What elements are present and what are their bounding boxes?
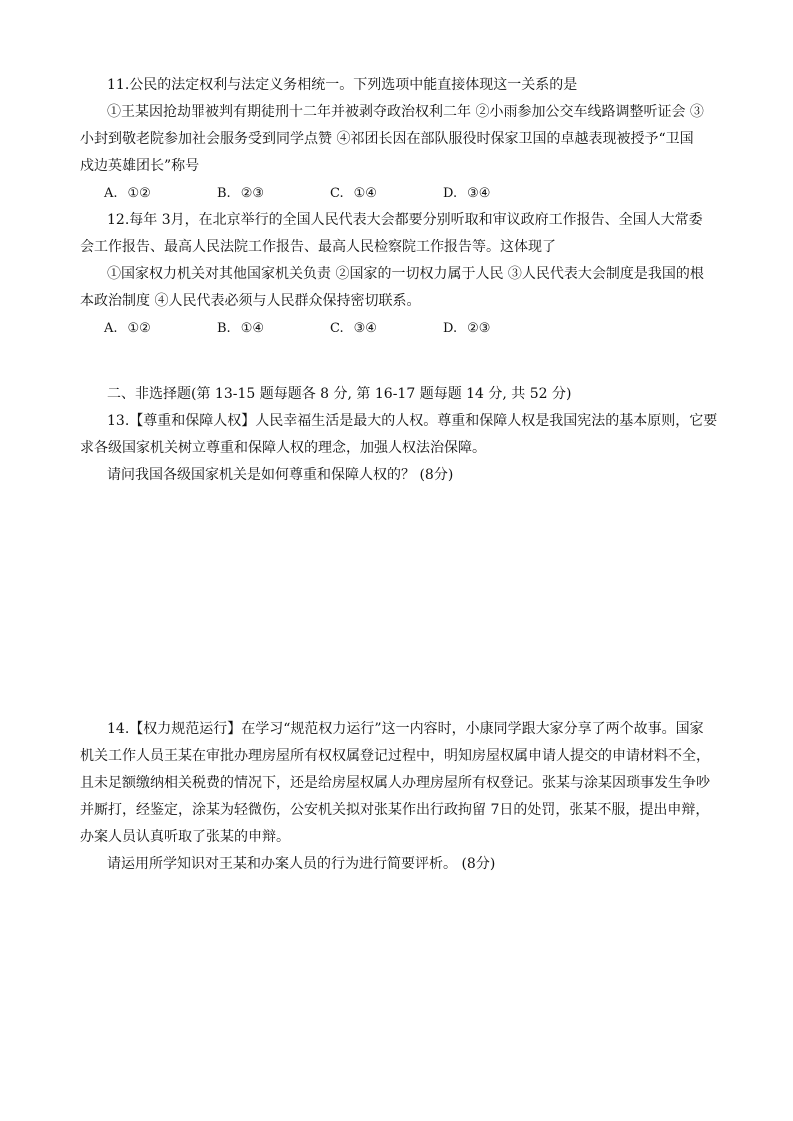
question-12-option-line: 本政治制度 ④人民代表必须与人民群众保持密切联系。: [80, 293, 421, 309]
choice-d[interactable]: D. ②③: [443, 321, 491, 336]
section-heading: 二、非选择题(第 13-15 题每题各 8 分, 第 16-17 题每题 14 分, 共 52 分): [107, 386, 572, 402]
question-14-line: 机关工作人员王某在审批办理房屋所有权权属登记过程中，明知房屋权属申请人提交的申请材料不全，: [80, 748, 710, 764]
section-2: [80, 381, 720, 408]
question-14-line: 且未足额缴纳相关税费的情况下，还是给房屋权属人办理房屋所有权登记。张某与涂某因琐事发生争吵: [80, 775, 710, 791]
answer-space-13[interactable]: [80, 492, 720, 692]
question-11: [80, 72, 720, 207]
question-12: [80, 207, 720, 342]
question-14-line: 办案人员认真听取了张某的申辩。: [80, 829, 290, 845]
question-12-stem-line: 会工作报告、最高人民法院工作报告、最高人民检察院工作报告等。这体现了: [80, 239, 556, 255]
choice-a[interactable]: A. ①②: [104, 321, 151, 336]
choice-c[interactable]: C. ③④: [330, 321, 377, 336]
question-13-line: 求各级国家机关树立尊重和保障人权的理念，加强人权法治保障。: [80, 440, 486, 456]
choice-a[interactable]: A. ①②: [104, 186, 151, 201]
question-13-prompt: 请问我国各级国家机关是如何尊重和保障人权的？ (8分): [107, 467, 454, 483]
question-14: [80, 716, 720, 878]
choice-d[interactable]: D. ③④: [443, 186, 491, 201]
choice-c[interactable]: C. ①④: [330, 186, 377, 201]
answer-space-14[interactable]: [80, 885, 720, 1085]
question-11-stem: 11.公民的法定权利与法定义务相统一。下列选项中能直接体现这一关系的是: [107, 77, 578, 93]
question-13: [80, 408, 720, 489]
question-11-option-line: 戍边英雄团长”称号: [80, 158, 200, 174]
question-12-stem-line: 12.每年 3月，在北京举行的全国人民代表大会都要分别听取和审议政府工作报告、全国人大常委: [107, 212, 703, 228]
question-12-choices: [80, 315, 720, 342]
question-12-option-line: ①国家权力机关对其他国家机关负责 ②国家的一切权力属于人民 ③人民代表大会制度是我国的根: [107, 266, 704, 282]
choice-b[interactable]: B. ②③: [217, 186, 264, 201]
question-14-prompt: 请运用所学知识对王某和办案人员的行为进行简要评析。 (8分): [107, 856, 496, 872]
question-14-line: 14.【权力规范运行】在学习“规范权力运行”这一内容时，小康同学跟大家分享了两个故事。国家: [107, 721, 704, 737]
question-14-line: 并厮打，经鉴定，涂某为轻微伤，公安机关拟对张某作出行政拘留 7日的处罚，张某不服，提出申辩，: [80, 802, 710, 818]
question-11-option-line: 小封到敬老院参加社会服务受到同学点赞 ④祁团长因在部队服役时保家卫国的卓越表现被授予“卫国: [80, 131, 694, 147]
question-11-choices: [80, 180, 720, 207]
question-13-line: 13.【尊重和保障人权】人民幸福生活是最大的人权。尊重和保障人权是我国宪法的基本原则，它要: [107, 413, 718, 429]
choice-b[interactable]: B. ①④: [217, 321, 264, 336]
question-11-option-line: ①王某因抢劫罪被判有期徒刑十二年并被剥夺政治权利二年 ②小雨参加公交车线路调整听证会 ③: [107, 104, 704, 120]
